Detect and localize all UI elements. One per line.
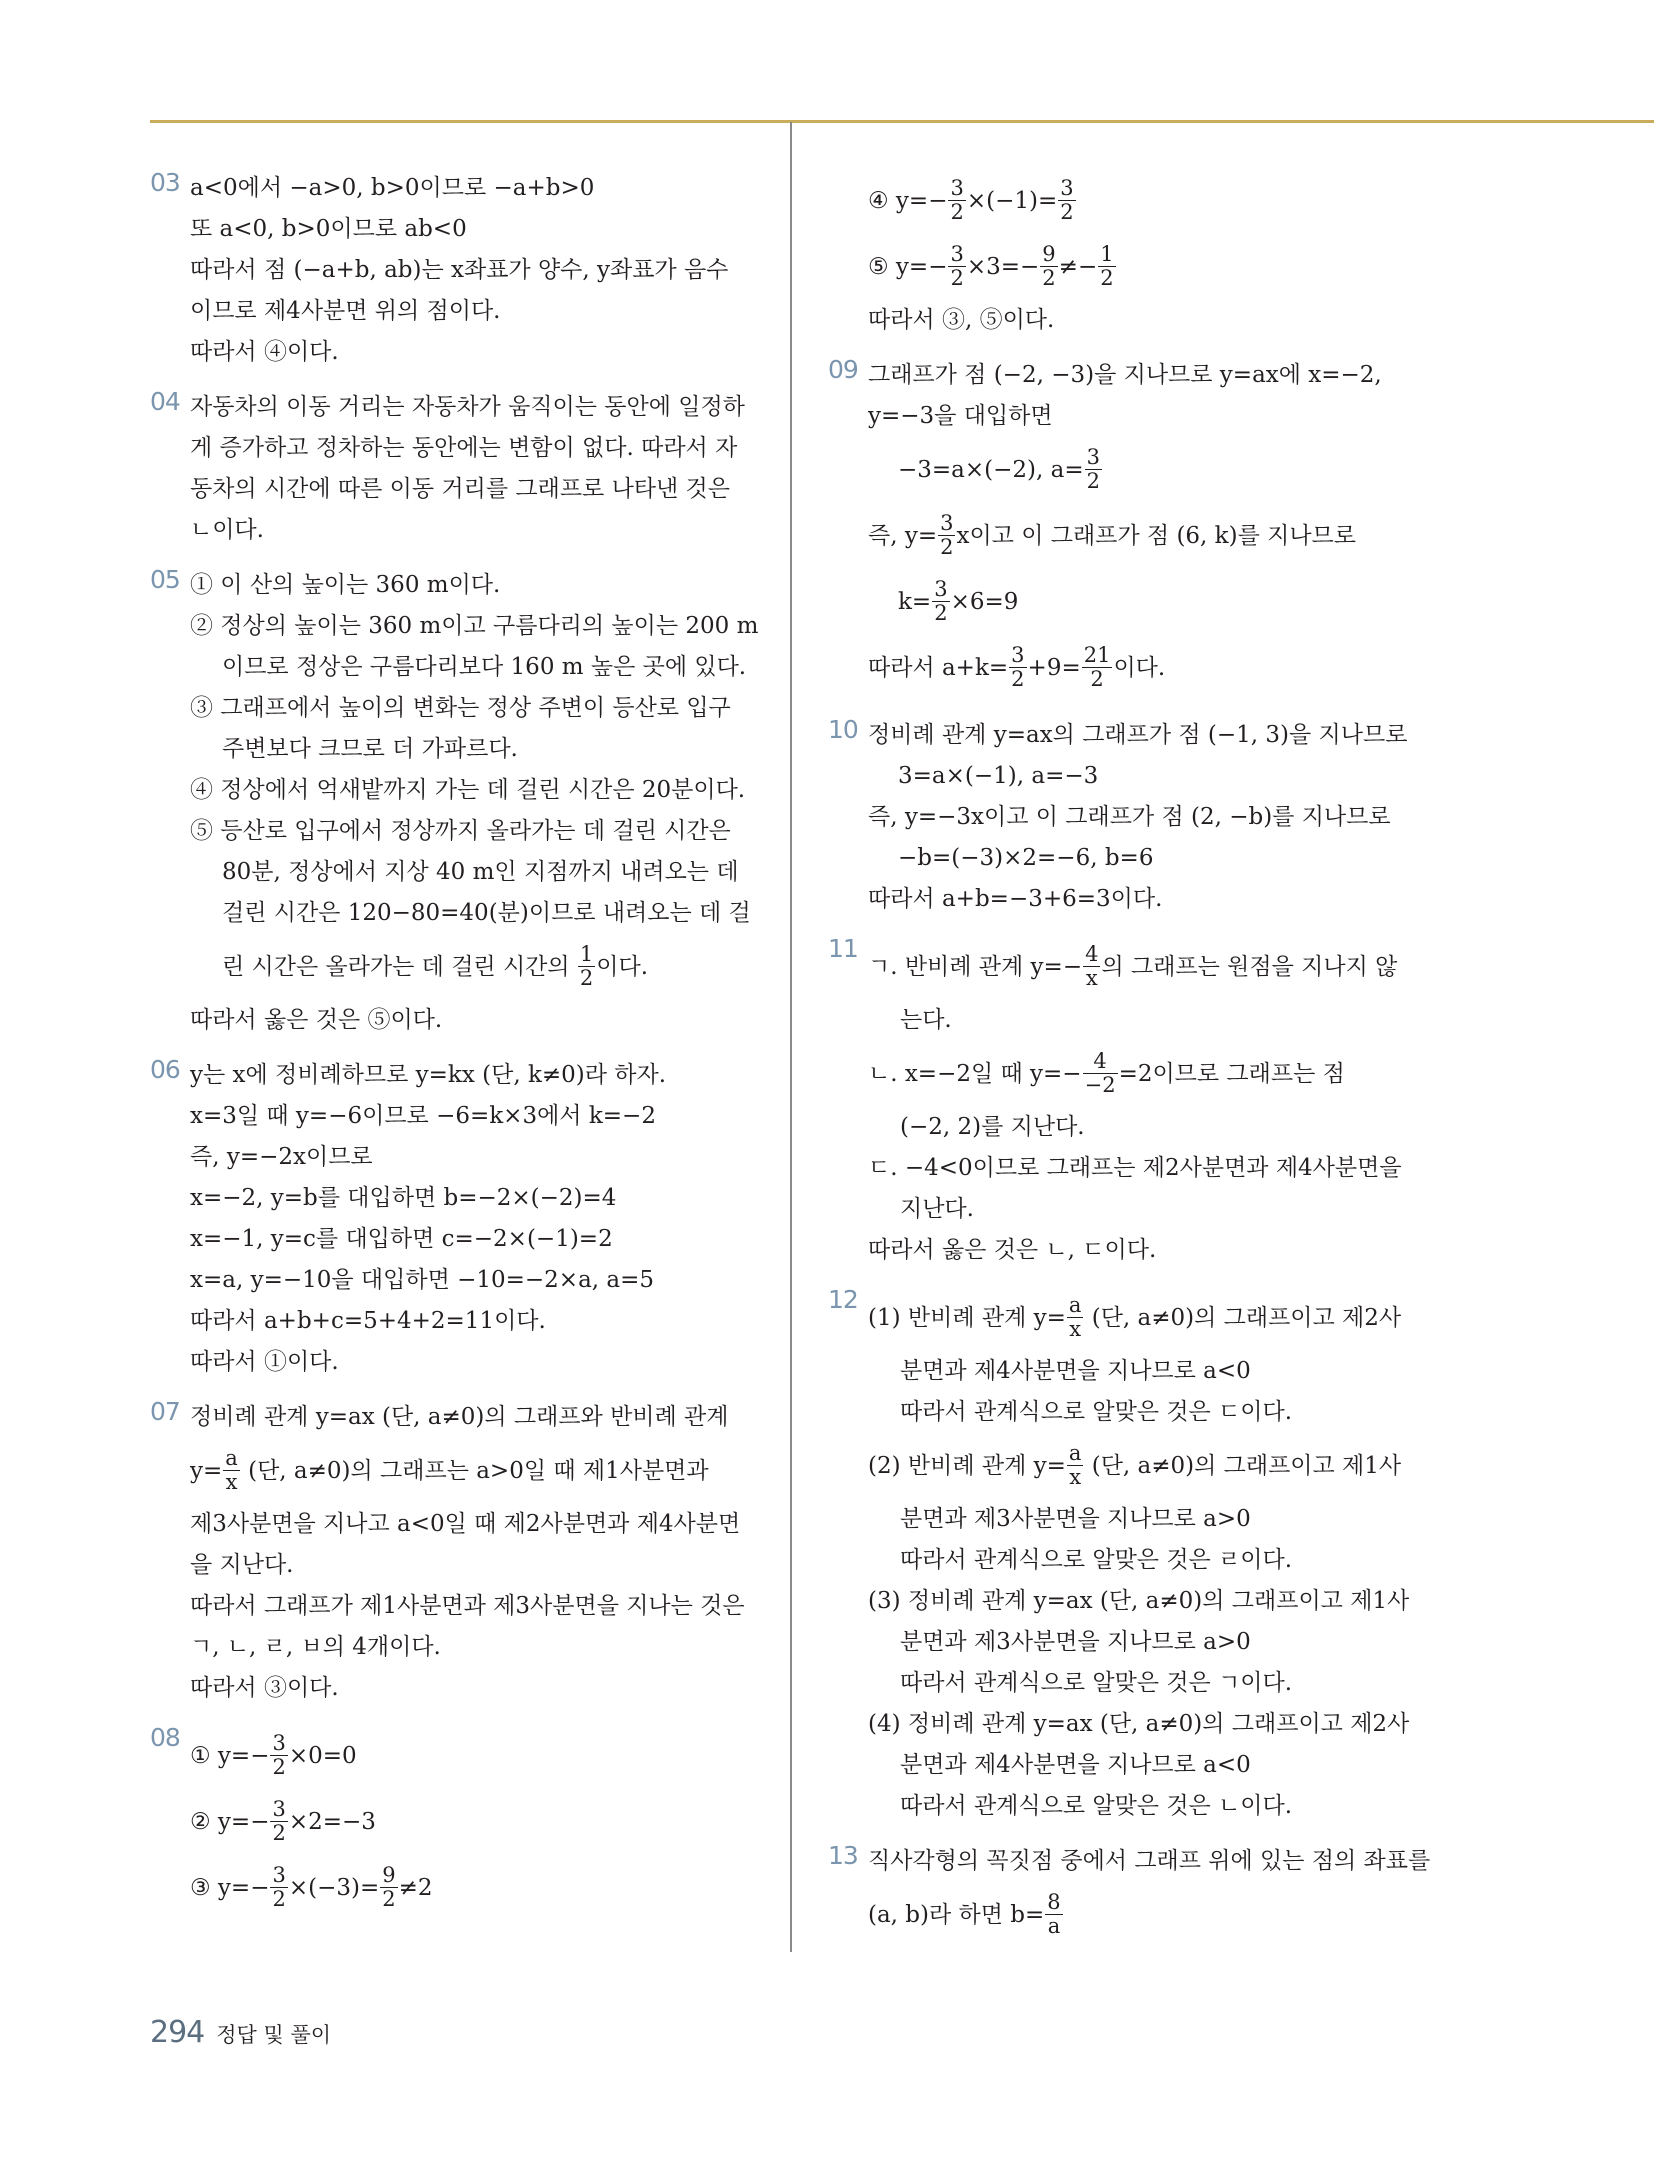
text-line: x=−2, y=b를 대입하면 b=−2×(−2)=4 — [190, 1185, 617, 1211]
text-segment: (2) 반비례 관계 y= — [868, 1453, 1066, 1479]
text-line: x=a, y=−10을 대입하면 −10=−2×a, a=5 — [190, 1267, 655, 1293]
text-line — [868, 934, 1440, 1000]
denominator: x — [1085, 965, 1098, 990]
problem-number: 04 — [150, 387, 180, 416]
denominator: a — [1047, 1913, 1061, 1938]
text-segment: 린 시간은 올라가는 데 걸린 시간의 — [222, 954, 577, 980]
problem-number: 08 — [150, 1723, 180, 1752]
text-line — [868, 1285, 1440, 1351]
denominator: 2 — [950, 199, 964, 224]
problem-08-continued — [828, 168, 1440, 341]
numerator: 1 — [579, 942, 594, 967]
text-line: −b=(−3)×2=−6, b=6 — [898, 845, 1154, 871]
text-segment: ① y=− — [190, 1743, 270, 1769]
fraction — [1082, 644, 1113, 689]
page-number: 294 — [150, 2015, 205, 2050]
numerator: 21 — [1083, 643, 1111, 668]
denominator: 2 — [1086, 468, 1100, 493]
text-line: 따라서 ①이다. — [190, 1349, 339, 1375]
denominator: 2 — [940, 534, 954, 559]
header-rule — [150, 120, 1654, 123]
text-line: 80분, 정상에서 지상 40 m인 지점까지 내려오는 데 — [222, 859, 739, 885]
text-line — [190, 1438, 760, 1504]
text-line: 3=a×(−1), a=−3 — [898, 763, 1099, 789]
text-line: 는다. — [900, 1007, 952, 1033]
text-line: 이므로 제4사분면 위의 점이다. — [190, 298, 501, 324]
text-line — [190, 1789, 760, 1855]
text-segment: x이고 이 그래프가 점 (6, k)를 지나므로 — [956, 523, 1356, 549]
fraction — [948, 177, 965, 222]
numerator: 3 — [1011, 643, 1025, 668]
text-line: (3) 정비례 관계 y=ax (단, a≠0)의 그래프이고 제1사 — [868, 1588, 1410, 1614]
problem-number: 06 — [150, 1055, 180, 1084]
text-line: 따라서 관계식으로 알맞은 것은 ㄷ이다. — [900, 1399, 1293, 1425]
text-segment: (a, b)라 하면 b= — [868, 1902, 1045, 1928]
numerator: 8 — [1047, 1890, 1061, 1915]
text-line: 따라서 a+b+c=5+4+2=11이다. — [190, 1308, 546, 1334]
text-line: 따라서 옳은 것은 ⑤이다. — [190, 1007, 443, 1033]
text-line — [868, 503, 1440, 569]
text-segment: ③ y=− — [190, 1875, 270, 1901]
problem-number: 13 — [828, 1841, 858, 1870]
text-line: 직사각형의 꼭짓점 중에서 그래프 위에 있는 점의 좌표를 — [868, 1848, 1431, 1874]
text-line — [868, 1433, 1440, 1499]
text-segment: ㄴ. x=−2일 때 y=− — [868, 1061, 1082, 1087]
problem-number: 12 — [828, 1285, 858, 1314]
problem-11 — [828, 934, 1440, 1271]
text-line: ⑤ 등산로 입구에서 정상까지 올라가는 데 걸린 시간은 — [190, 818, 731, 844]
text-line: 또 a<0, b>0이므로 ab<0 — [190, 216, 467, 242]
text-line: (4) 정비례 관계 y=ax (단, a≠0)의 그래프이고 제2사 — [868, 1711, 1410, 1737]
text-line: y=−3을 대입하면 — [868, 403, 1053, 429]
problem-04 — [150, 387, 760, 551]
text-line: 즉, y=−2x이므로 — [190, 1144, 373, 1170]
text-line: 걸린 시간은 120−80=40(분)이므로 내려오는 데 걸 — [222, 900, 751, 926]
text-line: 즉, y=−3x이고 이 그래프가 점 (2, −b)를 지나므로 — [868, 804, 1391, 830]
text-line: x=3일 때 y=−6이므로 −6=k×3에서 k=−2 — [190, 1103, 656, 1129]
numerator: 4 — [1085, 942, 1099, 967]
text-line: (−2, 2)를 지난다. — [900, 1114, 1085, 1140]
text-line: 동차의 시간에 따른 이동 거리를 그래프로 나타낸 것은 — [190, 476, 730, 502]
text-line: 따라서 점 (−a+b, ab)는 x좌표가 양수, y좌표가 음수 — [190, 257, 729, 283]
numerator: 3 — [272, 1863, 286, 1888]
text-segment: ≠− — [1058, 254, 1098, 280]
denominator: x — [225, 1469, 238, 1494]
text-line — [868, 437, 1440, 503]
problem-09 — [828, 355, 1440, 701]
text-line: y는 x에 정비례하므로 y=kx (단, k≠0)라 하자. — [190, 1062, 667, 1088]
fraction — [270, 1732, 287, 1777]
text-line: 분면과 제3사분면을 지나므로 a>0 — [900, 1506, 1251, 1532]
problem-08 — [150, 1723, 760, 1921]
text-line — [868, 569, 1440, 635]
text-line: 따라서 그래프가 제1사분면과 제3사분면을 지나는 것은 — [190, 1593, 745, 1619]
text-segment: −3=a×(−2), a= — [898, 457, 1084, 483]
text-line: 따라서 ④이다. — [190, 339, 339, 365]
text-line: 지난다. — [900, 1196, 974, 1222]
text-segment: (단, a≠0)의 그래프는 a>0일 때 제1사분면과 — [240, 1458, 709, 1484]
problem-10 — [828, 715, 1440, 920]
denominator: 2 — [1042, 265, 1056, 290]
fraction — [1058, 177, 1075, 222]
text-line: 분면과 제3사분면을 지나므로 a>0 — [900, 1629, 1251, 1655]
text-segment: (단, a≠0)의 그래프이고 제1사 — [1084, 1453, 1402, 1479]
denominator: 2 — [1090, 666, 1104, 691]
text-line — [868, 234, 1440, 300]
text-line: 정비례 관계 y=ax (단, a≠0)의 그래프와 반비례 관계 — [190, 1404, 729, 1430]
text-line — [868, 1882, 1440, 1948]
text-line — [868, 168, 1440, 234]
numerator: a — [1068, 1293, 1082, 1318]
numerator: 3 — [950, 176, 964, 201]
right-column — [828, 168, 1440, 1962]
text-line: 따라서 관계식으로 알맞은 것은 ㄱ이다. — [900, 1670, 1293, 1696]
text-line: x=−1, y=c를 대입하면 c=−2×(−1)=2 — [190, 1226, 613, 1252]
denominator: 2 — [950, 265, 964, 290]
fraction — [932, 578, 949, 623]
text-line: 자동차의 이동 거리는 자동차가 움직이는 동안에 일정하 — [190, 394, 745, 420]
fraction — [380, 1864, 397, 1909]
text-line: 이므로 정상은 구름다리보다 160 m 높은 곳에 있다. — [222, 654, 747, 680]
fraction — [270, 1864, 287, 1909]
denominator: x — [1069, 1464, 1082, 1489]
text-line: a<0에서 −a>0, b>0이므로 −a+b>0 — [190, 175, 595, 201]
fraction — [1045, 1891, 1062, 1936]
text-line: 분면과 제4사분면을 지나므로 a<0 — [900, 1358, 1251, 1384]
numerator: 4 — [1083, 1050, 1118, 1073]
fraction — [223, 1447, 240, 1492]
text-segment: ×0=0 — [288, 1743, 357, 1769]
text-line: 정비례 관계 y=ax의 그래프가 점 (−1, 3)을 지나므로 — [868, 722, 1408, 748]
text-segment: ×2=−3 — [288, 1809, 376, 1835]
denominator: −2 — [1084, 1072, 1116, 1097]
problem-06 — [150, 1055, 760, 1383]
denominator: 2 — [579, 965, 594, 990]
problem-number: 11 — [828, 934, 858, 963]
numerator: 3 — [934, 577, 948, 602]
fraction — [1085, 446, 1102, 491]
problem-number: 07 — [150, 1397, 180, 1426]
denominator: 2 — [1011, 666, 1025, 691]
text-segment: (단, a≠0)의 그래프이고 제2사 — [1084, 1305, 1402, 1331]
problem-13 — [828, 1841, 1440, 1948]
text-line: 분면과 제4사분면을 지나므로 a<0 — [900, 1752, 1251, 1778]
fraction — [1083, 1050, 1118, 1095]
text-segment: =2이므로 그래프는 점 — [1118, 1061, 1345, 1087]
numerator: 9 — [1042, 242, 1056, 267]
text-line: 주변보다 크므로 더 가파르다. — [222, 736, 518, 762]
text-line — [190, 1855, 760, 1921]
denominator: 2 — [272, 1820, 286, 1845]
problem-number: 09 — [828, 355, 858, 384]
text-line — [190, 934, 760, 1000]
text-line — [868, 635, 1440, 701]
denominator: 2 — [272, 1886, 286, 1911]
numerator: a — [1068, 1441, 1082, 1466]
text-line: 따라서 a+b=−3+6=3이다. — [868, 886, 1163, 912]
problem-number: 10 — [828, 715, 858, 744]
fraction — [1083, 943, 1100, 988]
text-line: 제3사분면을 지나고 a<0일 때 제2사분면과 제4사분면 — [190, 1511, 741, 1537]
text-line: 게 증가하고 정차하는 동안에는 변함이 없다. 따라서 자 — [190, 435, 738, 461]
text-line — [868, 1041, 1440, 1107]
numerator: 3 — [272, 1731, 286, 1756]
denominator: 2 — [934, 600, 948, 625]
text-line: ② 정상의 높이는 360 m이고 구름다리의 높이는 200 m — [190, 613, 759, 639]
numerator: 3 — [950, 242, 964, 267]
text-segment: 의 그래프는 원점을 지나지 않 — [1101, 954, 1398, 980]
numerator: 1 — [1100, 242, 1114, 267]
fraction — [1040, 243, 1057, 288]
text-segment: ④ y=− — [868, 188, 948, 214]
text-line: 따라서 ③, ⑤이다. — [868, 307, 1055, 333]
fraction — [938, 512, 955, 557]
text-segment: ≠2 — [398, 1875, 433, 1901]
left-column — [150, 168, 760, 1935]
text-line: ㄱ, ㄴ, ㄹ, ㅂ의 4개이다. — [190, 1634, 441, 1660]
text-segment: 따라서 a+k= — [868, 655, 1009, 681]
text-segment: ×(−3)= — [288, 1875, 380, 1901]
text-segment: ㄱ. 반비례 관계 y=− — [868, 954, 1083, 980]
text-segment: k= — [898, 589, 932, 615]
fraction — [1009, 644, 1026, 689]
text-line: ① 이 산의 높이는 360 m이다. — [190, 572, 501, 598]
fraction — [1098, 243, 1115, 288]
text-segment: 이다. — [596, 954, 649, 980]
footer-title: 정답 및 풀이 — [216, 2023, 332, 2047]
numerator: 3 — [1086, 445, 1100, 470]
fraction — [270, 1798, 287, 1843]
problem-number: 05 — [150, 565, 180, 594]
text-segment: 즉, y= — [868, 523, 938, 549]
text-line: ③ 그래프에서 높이의 변화는 정상 주변이 등산로 입구 — [190, 695, 731, 721]
problem-number: 03 — [150, 168, 180, 197]
text-line: 그래프가 점 (−2, −3)을 지나므로 y=ax에 x=−2, — [868, 362, 1382, 388]
text-line: 따라서 관계식으로 알맞은 것은 ㄴ이다. — [900, 1793, 1293, 1819]
text-line: 따라서 관계식으로 알맞은 것은 ㄹ이다. — [900, 1547, 1293, 1573]
text-line: 을 지난다. — [190, 1552, 294, 1578]
fraction — [1067, 1294, 1084, 1339]
problem-03 — [150, 168, 760, 373]
text-segment: ② y=− — [190, 1809, 270, 1835]
text-segment: (1) 반비례 관계 y= — [868, 1305, 1066, 1331]
fraction — [1067, 1442, 1084, 1487]
text-segment: 이다. — [1113, 655, 1166, 681]
fraction — [948, 243, 965, 288]
text-line: ④ 정상에서 억새밭까지 가는 데 걸린 시간은 20분이다. — [190, 777, 746, 803]
denominator: x — [1069, 1316, 1082, 1341]
page-footer — [150, 2015, 331, 2050]
text-segment: ×6=9 — [950, 589, 1019, 615]
numerator: 3 — [1060, 176, 1074, 201]
problem-05 — [150, 565, 760, 1041]
problem-12 — [828, 1285, 1440, 1827]
denominator: 2 — [1100, 265, 1114, 290]
text-segment: y= — [190, 1458, 223, 1484]
text-line: ㄷ. −4<0이므로 그래프는 제2사분면과 제4사분면을 — [868, 1155, 1402, 1181]
denominator: 2 — [382, 1886, 396, 1911]
text-line: 따라서 옳은 것은 ㄴ, ㄷ이다. — [868, 1237, 1157, 1263]
numerator: 3 — [940, 511, 954, 536]
problem-07 — [150, 1397, 760, 1709]
column-divider — [790, 122, 792, 1952]
text-line: ㄴ이다. — [190, 517, 264, 543]
numerator: 9 — [382, 1863, 396, 1888]
text-segment: ⑤ y=− — [868, 254, 948, 280]
denominator: 2 — [272, 1754, 286, 1779]
fraction — [578, 943, 595, 988]
denominator: 2 — [1060, 199, 1074, 224]
numerator: a — [225, 1446, 238, 1471]
numerator: 3 — [272, 1797, 286, 1822]
text-line: 따라서 ③이다. — [190, 1675, 339, 1701]
text-line — [190, 1723, 760, 1789]
text-segment: +9= — [1027, 655, 1081, 681]
text-segment: ×3=− — [966, 254, 1040, 280]
text-segment: ×(−1)= — [966, 188, 1058, 214]
